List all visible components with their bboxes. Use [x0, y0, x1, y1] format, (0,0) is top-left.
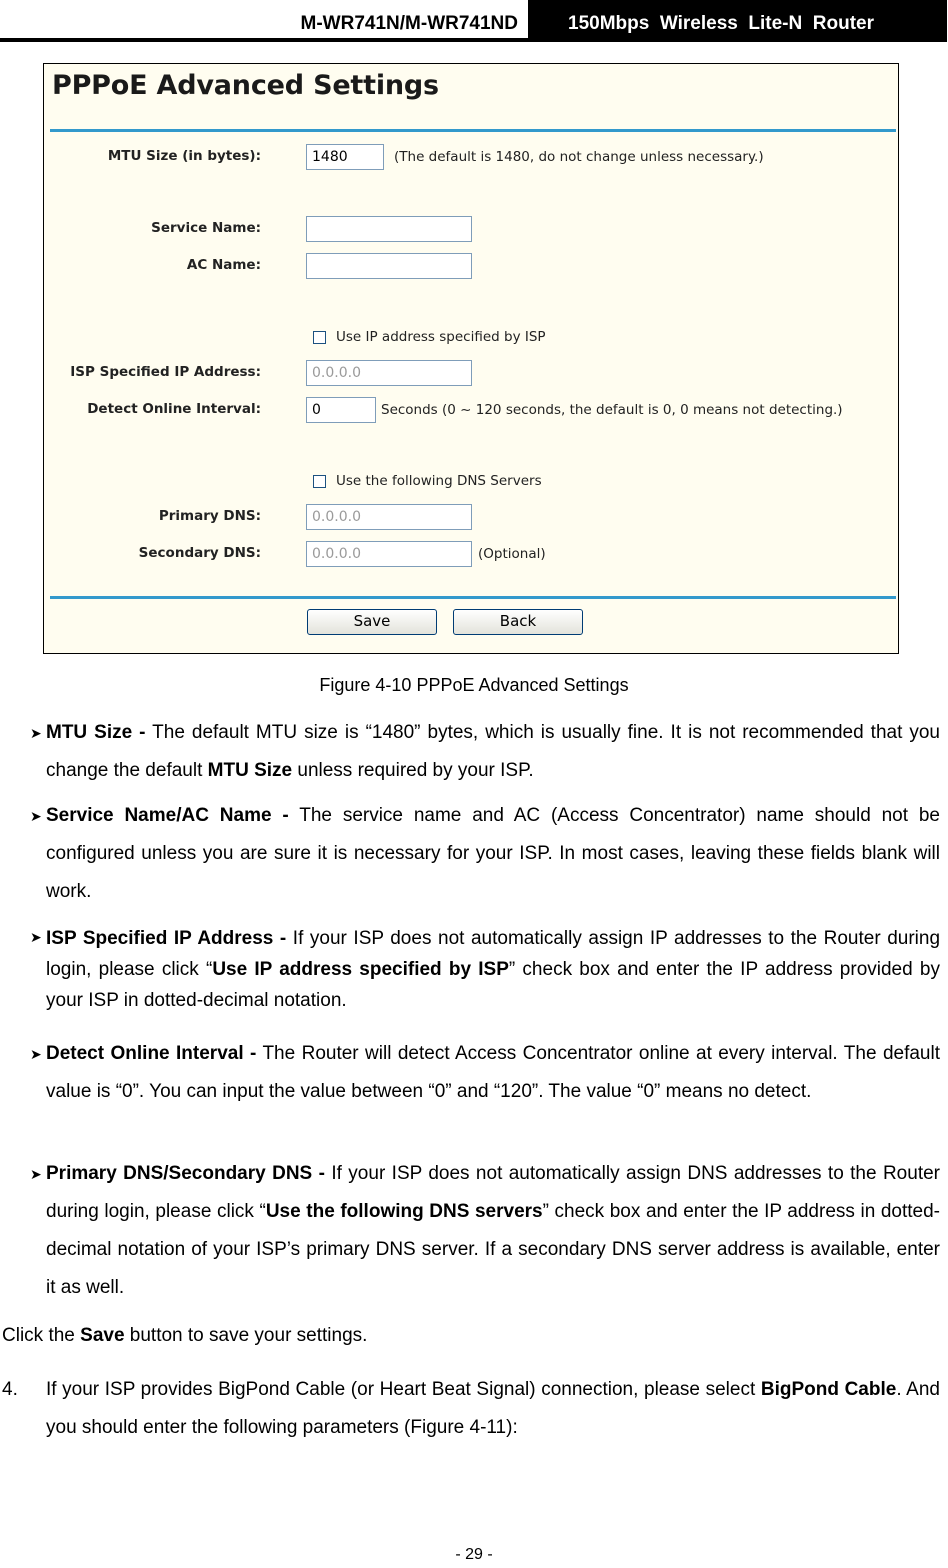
bullet-arrow-icon: ➤	[30, 725, 42, 741]
mtu-size-note: (The default is 1480, do not change unless necessary.)	[394, 149, 764, 165]
bullet-text: ” check box and enter the IP address in dotted-decimal notation of your ISP’s primary DNS server. If a secondary DNS server address is available, enter it as well.	[46, 1201, 940, 1298]
bullet-text: The default MTU size is “1480” bytes, which is usually fine. It is not recommended that you change the default	[46, 722, 940, 781]
bullet-text: The Router will detect Access Concentrator online at every interval. The default value is “0”. You can input the value between “0” and “120”. The value “0” means no detect.	[46, 1043, 940, 1102]
page-number: - 29 -	[455, 1546, 493, 1563]
secondary-dns-input[interactable]	[306, 541, 472, 567]
isp-ip-input[interactable]	[306, 360, 472, 386]
bullet-service-ac-name	[46, 797, 940, 911]
bullet-term: Primary DNS/Secondary DNS -	[46, 1163, 325, 1184]
bullet-text: The service name and AC (Access Concentrator) name should not be configured unless you are sure it is necessary for your ISP. In most cases, leaving these fields blank will work.	[46, 805, 941, 902]
step-text: . And you should enter the following parameters (Figure 4-11):	[46, 1379, 940, 1438]
header-product: 150Mbps Wireless Lite-N Router	[528, 0, 947, 42]
bullet-text: If your ISP does not automatically assign IP addresses to the Router during login, please click “	[46, 928, 941, 980]
use-ip-checkbox[interactable]	[313, 331, 326, 344]
bullet-arrow-icon: ➤	[30, 1166, 42, 1182]
use-dns-checkbox[interactable]	[313, 475, 326, 488]
top-separator	[50, 129, 896, 132]
use-ip-checkbox-label: Use IP address specified by ISP	[336, 329, 546, 345]
back-button[interactable]: Back	[453, 609, 583, 635]
bullet-term: ISP Specified IP Address -	[46, 928, 287, 949]
secondary-dns-label: Secondary DNS:	[138, 545, 261, 561]
bullet-text: unless required by your ISP.	[292, 760, 534, 781]
detect-interval-note: Seconds (0 ~ 120 seconds, the default is 0, 0 means not detecting.)	[381, 402, 843, 418]
service-name-input[interactable]	[306, 216, 472, 242]
bullet-text: If your ISP does not automatically assign DNS addresses to the Router during login, please click “	[46, 1163, 940, 1222]
header-model: M-WR741N/M-WR741ND	[300, 13, 518, 34]
bullet-isp-ip	[46, 923, 940, 1016]
bullet-detect-interval	[46, 1035, 940, 1111]
bullet-bold: Use the following DNS servers	[265, 1201, 543, 1222]
bullet-arrow-icon: ➤	[30, 929, 42, 945]
ac-name-label: AC Name:	[186, 257, 261, 273]
save-note	[2, 1317, 940, 1355]
mtu-size-input[interactable]	[306, 144, 384, 170]
bullet-arrow-icon: ➤	[30, 808, 42, 824]
save-note-text: Click the	[2, 1325, 81, 1346]
ac-name-input[interactable]	[306, 253, 472, 279]
save-note-text: button to save your settings.	[124, 1325, 368, 1346]
save-note-bold: Save	[80, 1325, 125, 1346]
bottom-separator	[50, 596, 896, 599]
bullet-arrow-icon: ➤	[30, 1046, 42, 1062]
step-number: 4.	[2, 1379, 18, 1400]
use-dns-checkbox-label: Use the following DNS Servers	[336, 473, 542, 489]
save-button[interactable]: Save	[307, 609, 437, 635]
service-name-label: Service Name:	[151, 220, 261, 236]
step-bold: BigPond Cable	[760, 1379, 897, 1400]
bullet-dns	[46, 1155, 940, 1307]
bullet-bold: MTU Size	[207, 760, 293, 781]
pppoe-advanced-settings-panel	[43, 63, 899, 654]
bullet-text: ” check box and enter the IP address provided by your ISP in dotted-decimal notation.	[46, 959, 940, 1011]
step-text: If your ISP provides BigPond Cable (or Heart Beat Signal) connection, please select	[46, 1379, 761, 1400]
bullet-term: Service Name/AC Name -	[46, 805, 289, 826]
detect-interval-input[interactable]	[306, 397, 376, 423]
secondary-dns-note: (Optional)	[478, 546, 546, 562]
primary-dns-label: Primary DNS:	[158, 508, 261, 524]
step-4-text	[46, 1371, 940, 1447]
panel-title: PPPoE Advanced Settings	[52, 70, 439, 101]
bullet-mtu	[46, 714, 940, 790]
bullet-term: MTU Size -	[46, 722, 146, 743]
bullet-term: Detect Online Interval -	[46, 1043, 257, 1064]
mtu-size-label: MTU Size (in bytes):	[107, 148, 261, 164]
bullet-bold: Use IP address specified by ISP	[212, 959, 509, 980]
detect-interval-label: Detect Online Interval:	[87, 401, 261, 417]
primary-dns-input[interactable]	[306, 504, 472, 530]
isp-ip-label: ISP Specified IP Address:	[70, 364, 261, 380]
figure-caption: Figure 4-10 PPPoE Advanced Settings	[319, 675, 629, 695]
header-rule	[0, 38, 528, 42]
